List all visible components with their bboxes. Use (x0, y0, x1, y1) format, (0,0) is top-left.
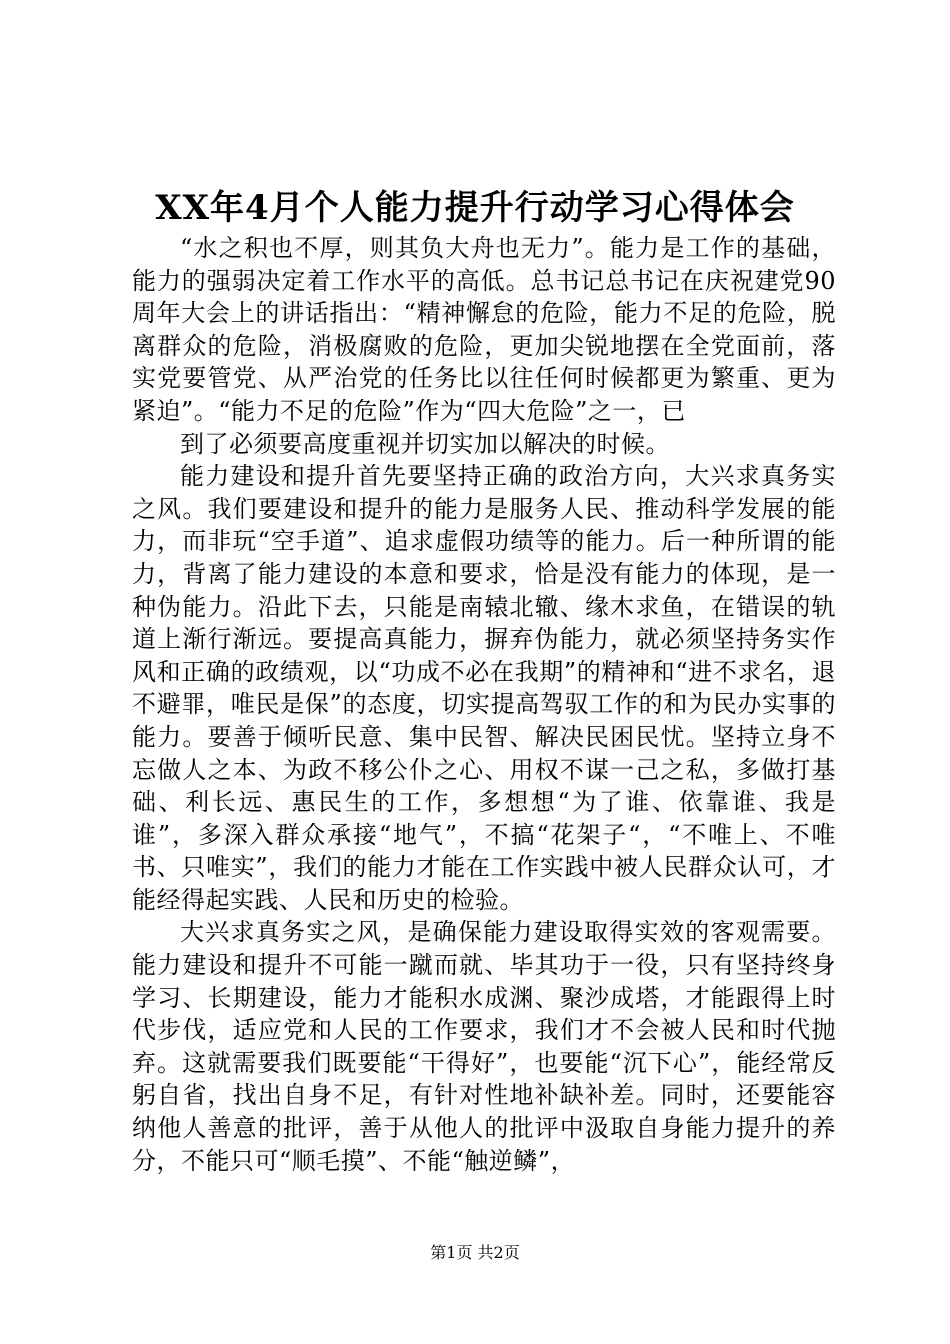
paragraph-1: “水之积也不厚，则其负大舟也无力”。能力是工作的基础，能力的强弱决定着工作水平的高低。总书记总书记在庆祝建党90周年大会上的讲话指出：“精神懈怠的危险，能力不足的危险，脱离群众的危险，消极腐败的危险，更加尖锐地摆在全党面前，落实党要管党、从严治党的任务比以往任何时候都更为繁重、更为紧迫”。“能力不足的危险”作为“四大危险”之一，已 (132, 234, 836, 425)
page-footer: 第1页 共2页 (430, 1243, 520, 1262)
document-title: XX年4月个人能力提升行动学习心得体会 (155, 188, 795, 228)
paragraph-4: 大兴求真务实之风，是确保能力建设取得实效的客观需要。能力建设和提升不可能一蹴而就、毕其功于一役，只有坚持终身学习、长期建设，能力才能积水成渊、聚沙成塔，才能跟得上时代步伐，适应党和人民的工作要求，我们才不会被人民和时代抛弃。这就需要我们既要能“干得好”，也要能“沉下心”，能经常反躬自省，找出自身不足，有针对性地补缺补差。同时，还要能容纳他人善意的批评，善于从他人的批评中汲取自身能力提升的养分，不能只可“顺毛摸”、不能“触逆鳞”， (132, 918, 836, 1175)
paragraph-3: 能力建设和提升首先要坚持正确的政治方向，大兴求真务实之风。我们要建设和提升的能力是服务人民、推动科学发展的能力，而非玩“空手道”、追求虚假功绩等的能力。后一种所谓的能力，背离了能力建设的本意和要求，恰是没有能力的体现，是一种伪能力。沿此下去，只能是南辕北辙、缘木求鱼，在错误的轨道上渐行渐远。要提高真能力，摒弃伪能力，就必须坚持务实作风和正确的政绩观，以“功成不必在我期”的精神和“进不求名，退不避罪，唯民是保”的态度，切实提高驾驭工作的和为民办实事的能力。要善于倾听民意、集中民智、解决民困民忧。坚持立身不忘做人之本、为政不移公仆之心、用权不谋一己之私，多做打基础、利长远、惠民生的工作，多想想“为了谁、依靠谁、我是谁”，多深入群众承接“地气”，不搞“花架子“，“不唯上、不唯书、只唯实”，我们的能力才能在工作实践中被人民群众认可，才能经得起实践、人民和历史的检验。 (132, 462, 836, 914)
paragraph-2: 到了必须要高度重视并切实加以解决的时候。 (180, 429, 670, 458)
document-body (132, 232, 836, 1177)
